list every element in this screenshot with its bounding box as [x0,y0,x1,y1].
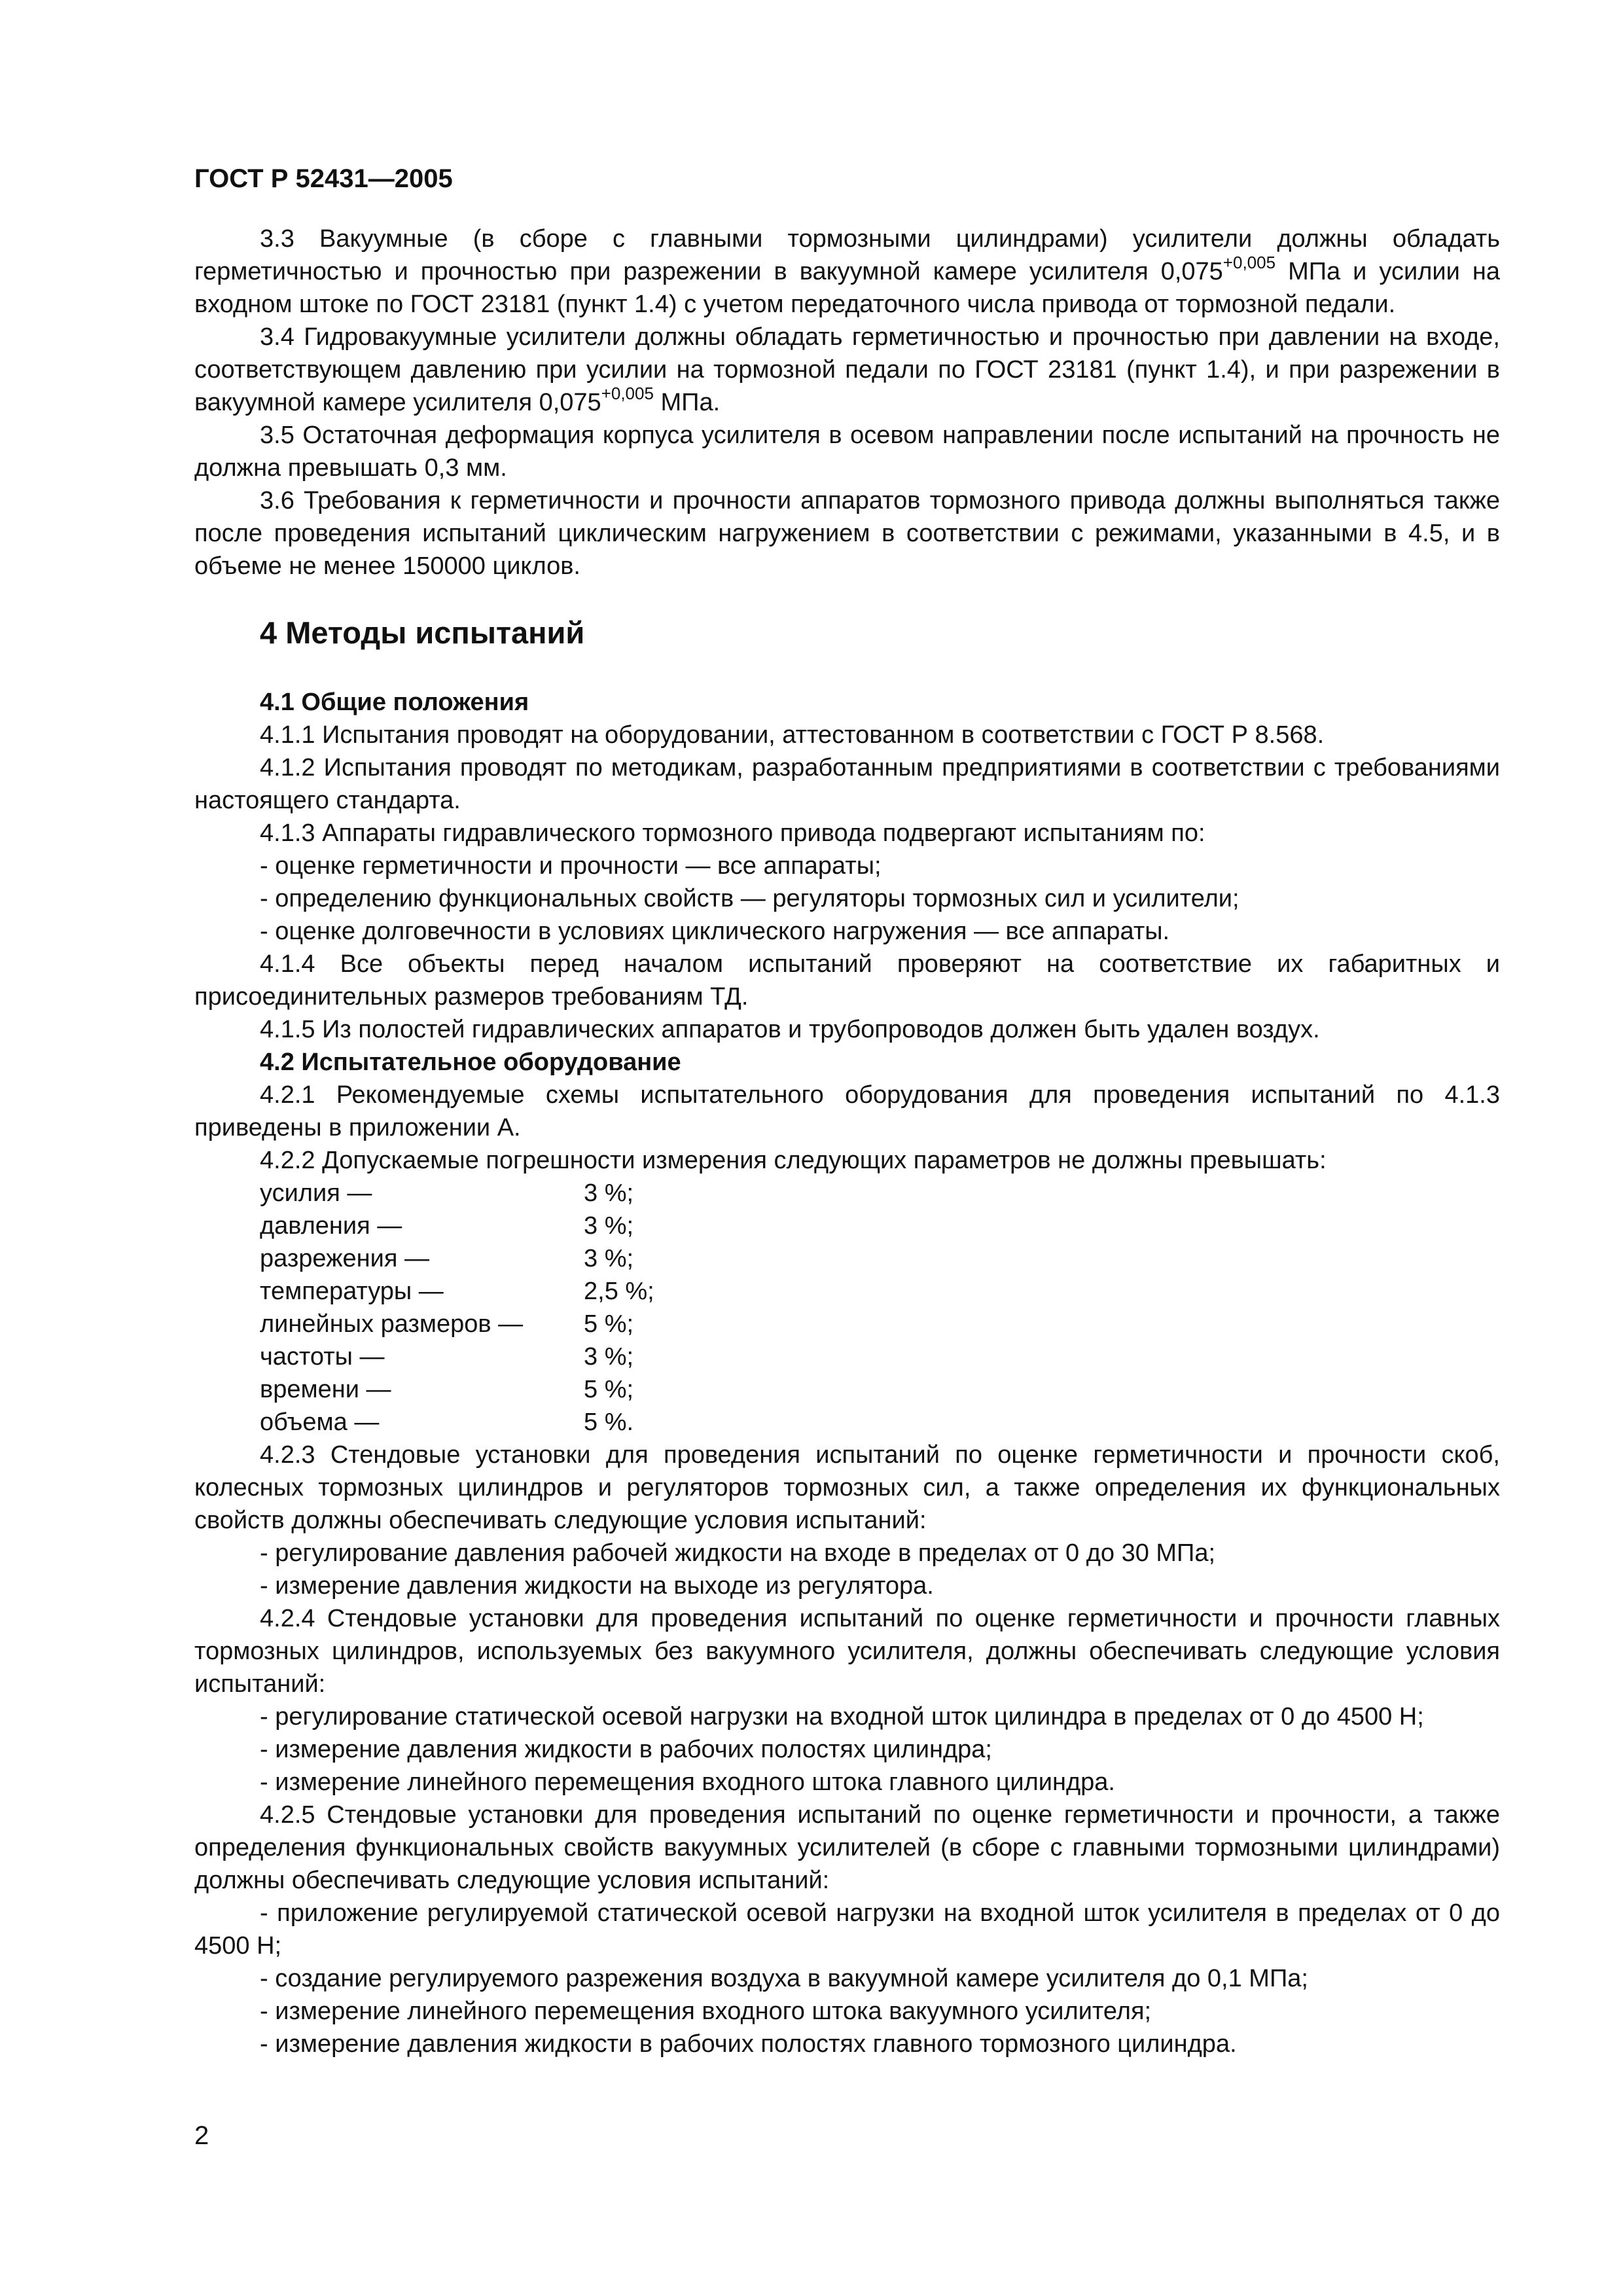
tolerance-parameter: температуры — [260,1278,444,1305]
tolerance-parameter: усилия — [260,1179,372,1207]
tolerance-parameter: давления — [260,1212,402,1240]
tolerance-list [260,1177,1500,1439]
clause-number: 4.2.2 [260,1147,315,1174]
clause-number: 3.4 [260,323,294,351]
tolerance-value: 3 %; [584,1343,634,1371]
clause-4-2-1 [194,1079,1500,1144]
clause-3-3 [194,223,1500,321]
tolerance-parameter: частоты — [260,1343,385,1371]
list-item: - измерение давления жидкости в рабочих полостях главного тормозного цилиндра. [260,2030,1237,2058]
tolerance-row [260,1210,1500,1242]
list-item: - оценке долговечности в условиях циклического нагружения — все аппараты. [260,918,1170,945]
clause-text: Все объекты перед началом испытаний проверяют на соответствие их габаритных и присоединительных размеров требованиям ТД. [194,950,1501,1011]
tolerance-value: 5 %; [584,1310,634,1338]
clause-number: 4.1.5 [260,1016,315,1043]
tolerance-row [260,1177,1500,1210]
tolerance-row [260,1275,1500,1308]
clause-text: Стендовые установки для проведения испытаний по оценке герметичности и прочности главных тормозных цилиндров, используемых без вакуумного усилителя, должны обеспечивать следующие условия испытаний: [194,1605,1501,1698]
tolerance-value: 3 %; [584,1179,634,1207]
clause-text: Стендовые установки для проведения испытаний по оценке герметичности и прочности, а также определения функциональных свойств вакуумных усилителей (в сборе с главными тормозными цилиндрами) должны обеспечивать следующие условия испытаний: [194,1801,1500,1894]
tolerance-row [260,1373,1500,1406]
tolerance-value: 5 %. [584,1408,634,1436]
clause-4-2-4 [194,1602,1500,1700]
clause-4-2-2 [194,1144,1500,1177]
subsection-heading-4-2: 4.2 Испытательное оборудование [260,1049,681,1076]
clause-3-4 [194,321,1500,419]
tolerance-parameter: времени — [260,1376,391,1403]
page-number: 2 [194,2121,209,2150]
clause-number: 4.1.2 [260,754,315,781]
list-item: - приложение регулируемой статической осевой нагрузки на входной шток усилителя в пределах от 0 до 4500 Н; [194,1899,1500,1960]
tolerance-parameter: объема — [260,1408,380,1436]
list-item: - определению функциональных свойств — регуляторы тормозных сил и усилители; [260,885,1240,912]
clause-3-5 [194,419,1500,484]
clause-text: Допускаемые погрешности измерения следующих параметров не должны превышать: [322,1147,1327,1174]
clause-4-1-4 [194,948,1500,1013]
tolerance-superscript: +0,005 [601,384,654,404]
clause-4-1-3 [194,817,1500,850]
clause-number: 4.2.5 [260,1801,315,1829]
clause-text: Из полостей гидравлических аппаратов и трубопроводов должен быть удален воздух. [322,1016,1320,1043]
list-item: - регулирование статической осевой нагрузки на входной шток цилиндра в пределах от 0 до 4500 Н; [260,1703,1424,1731]
clause-text: Требования к герметичности и прочности аппаратов тормозного привода должны выполняться также после проведения испытаний циклическим нагружением в соответствии с режимами, указанными в 4.5, и в объеме не менее 150000 циклов. [194,487,1500,580]
clause-4-1-2 [194,751,1500,817]
tolerance-value: 3 %; [584,1245,634,1272]
list-item: - измерение линейного перемещения входного штока главного цилиндра. [260,1768,1115,1796]
document-body [194,223,1500,2060]
clause-4-2-5 [194,1799,1500,1897]
tolerance-value: 5 %; [584,1376,634,1403]
list-item: - регулирование давления рабочей жидкости на входе в пределах от 0 до 30 МПа; [260,1539,1216,1567]
running-header: ГОСТ Р 52431—2005 [194,164,453,193]
clause-4-2-3 [194,1439,1500,1537]
clause-text: Остаточная деформация корпуса усилителя в осевом направлении после испытаний на прочность не должна превышать 0,3 мм. [194,422,1501,482]
clause-number: 3.3 [260,225,294,253]
tolerance-superscript: +0,005 [1222,253,1276,273]
clause-number: 3.6 [260,487,294,514]
clause-text: Гидровакуумные усилители должны обладать герметичностью и прочностью при давлении на входе, соответствующем давлению при усилии на тормозной педали по ГОСТ 23181 (пункт 1.4), и при разрежении в вакуумной камере усилителя 0,075 [194,323,1500,416]
clause-4-1-5 [194,1013,1500,1046]
list-item: - создание регулируемого разрежения воздуха в вакуумной камере усилителя до 0,1 МПа; [260,1965,1308,1992]
tolerance-row [260,1340,1500,1373]
tolerance-parameter: разрежения — [260,1245,430,1272]
list-item: - оценке герметичности и прочности — все аппараты; [260,852,882,880]
clause-text: МПа и усилии на входном штоке по ГОСТ 23181 (пункт 1.4) с учетом передаточного числа привода от тормозной педали. [194,258,1500,318]
clause-text: Аппараты гидравлического тормозного привода подвергают испытаниям по: [322,819,1205,847]
list-item: - измерение линейного перемещения входного штока вакуумного усилителя; [260,1998,1152,2025]
clause-3-6 [194,484,1500,583]
tolerance-value: 3 %; [584,1212,634,1240]
subsection-heading-4-1: 4.1 Общие положения [260,689,529,716]
clause-number: 3.5 [260,422,294,449]
tolerance-row [260,1308,1500,1340]
list-item: - измерение давления жидкости в рабочих полостях цилиндра; [260,1736,992,1763]
clause-text: Испытания проводят на оборудовании, аттестованном в соответствии с ГОСТ Р 8.568. [322,721,1325,749]
tolerance-value: 2,5 %; [584,1278,654,1305]
clause-number: 4.2.1 [260,1081,315,1109]
clause-number: 4.1.3 [260,819,315,847]
clause-text: Испытания проводят по методикам, разработанным предприятиями в соответствии с требованиями настоящего стандарта. [194,754,1501,814]
tolerance-row [260,1406,1500,1439]
section-heading: 4 Методы испытаний [260,615,585,650]
clause-number: 4.2.4 [260,1605,315,1632]
clause-4-1-1 [194,719,1500,751]
clause-text: Рекомендуемые схемы испытательного оборудования для проведения испытаний по 4.1.3 приведены в приложении А. [194,1081,1501,1141]
clause-number: 4.2.3 [260,1441,315,1469]
tolerance-row [260,1242,1500,1275]
tolerance-parameter: линейных размеров — [260,1310,524,1338]
list-item: - измерение давления жидкости на выходе из регулятора. [260,1572,934,1600]
clause-text: Стендовые установки для проведения испытаний по оценке герметичности и прочности скоб, колесных тормозных цилиндров и регуляторов тормозных сил, а также определения их функциональных свойств должны обеспечивать следующие условия испытаний: [194,1441,1500,1534]
clause-text: Вакуумные (в сборе с главными тормозными цилиндрами) усилители должны обладать герметичностью и прочностью при разрежении в вакуумной камере усилителя 0,075 [194,225,1500,285]
clause-number: 4.1.1 [260,721,315,749]
clause-text: МПа. [653,389,721,416]
clause-number: 4.1.4 [260,950,315,978]
